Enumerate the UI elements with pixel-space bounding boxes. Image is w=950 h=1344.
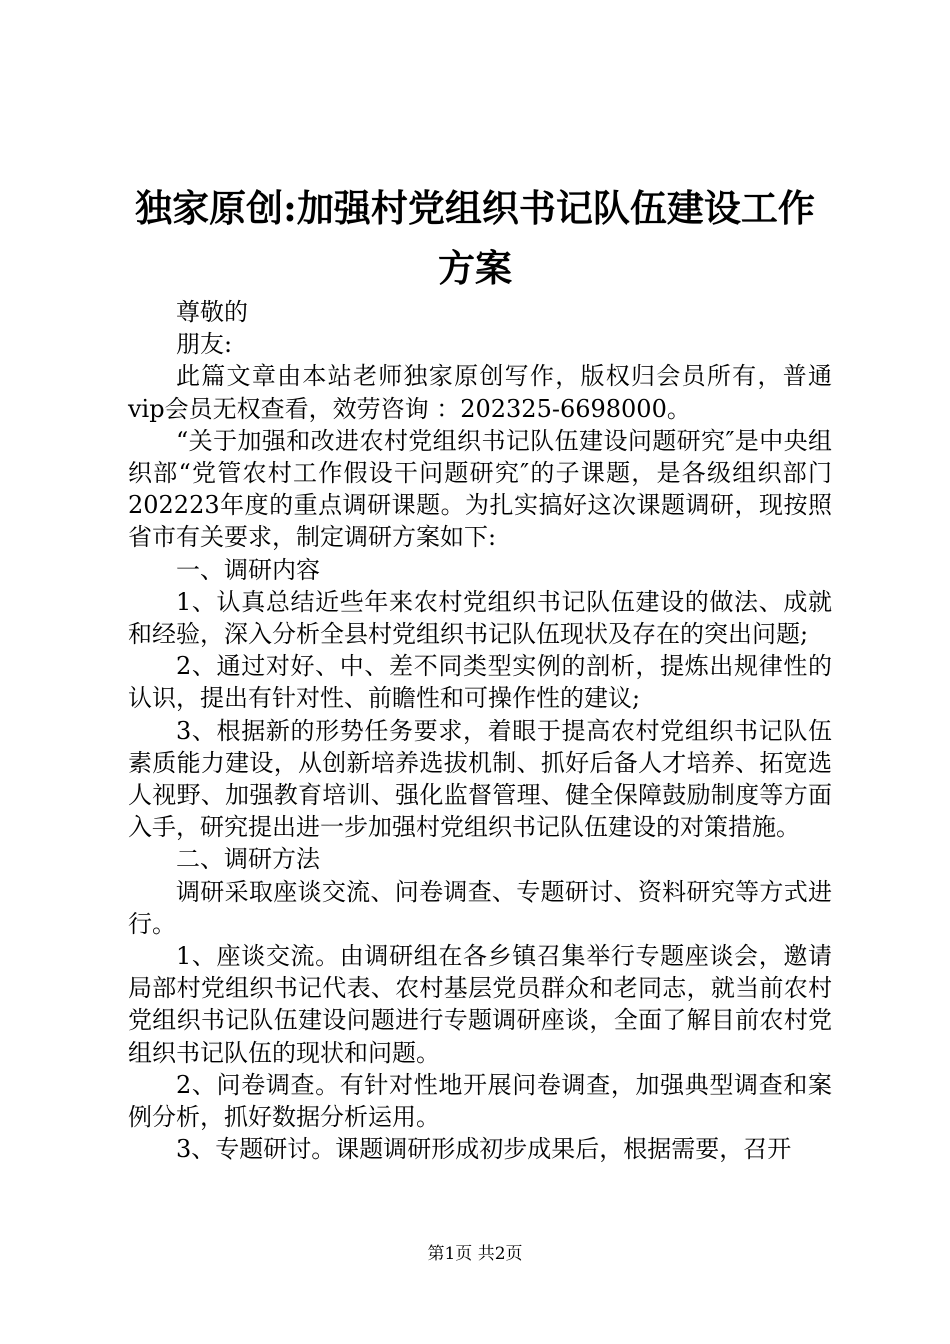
method-item-3: 3、专题研讨。课题调研形成初步成果后，根据需要，召开 xyxy=(176,1135,792,1164)
greeting-line-1: 尊敬的 xyxy=(176,298,248,326)
content-item-2: 2、通过对好、中、差不同类型实例的剖析，提炼出规律性的认识，提出有针对性、前瞻性和可操作性的建议; xyxy=(128,652,832,713)
method-item-2: 2、问卷调查。有针对性地开展问卷调查，加强典型调查和案例分析，抓好数据分析运用。 xyxy=(128,1070,832,1132)
content-item-1: 1、认真总结近些年来农村党组织书记队伍建设的做法、成就和经验，深入分析全县村党组织书记队伍现状及存在的突出问题; xyxy=(128,587,832,649)
method-item-1: 1、座谈交流。由调研组在各乡镇召集举行专题座谈会，邀请局部村党组织书记代表、农村基层党员群众和老同志，就当前农村党组织书记队伍建设问题进行专题调研座谈，全面了解目前农村党组织书记队伍的现状和问题。 xyxy=(128,942,832,1067)
intro-paragraph: “关于加强和改进农村党组织书记队伍建设问题研究″是中央组织部“党管农村工作假设干问题研究″的子课题，是各级组织部门202223年度的重点调研课题。为扎实搞好这次课题调研，现按照省市有关要求，制定调研方案如下: xyxy=(128,426,832,552)
greeting-line-2: 朋友: xyxy=(176,330,233,359)
method-intro: 调研采取座谈交流、问卷调查、专题研讨、资料研究等方式进行。 xyxy=(128,877,832,938)
content-item-3: 3、根据新的形势任务要求，着眼于提高农村党组织书记队伍素质能力建设，从创新培养选拔机制、抓好后备人才培养、拓宽选人视野、加强教育培训、强化监督管理、健全保障鼓励制度等方面入手，研究提出进一步加强村党组织书记队伍建设的对策措施。 xyxy=(128,716,832,842)
document-body xyxy=(128,296,832,1165)
copyright-notice: 此篇文章由本站老师独家原创写作，版权归会员所有，普通vip会员无权查看，效劳咨询 ：202325-6698000。 xyxy=(128,362,832,423)
section-heading-content: 一、调研内容 xyxy=(176,555,320,584)
section-heading-method: 二、调研方法 xyxy=(176,845,320,874)
document-title: 独家原创:加强村党组织书记队伍建设工作方案 xyxy=(135,186,815,290)
page-footer: 第1页 共2页 xyxy=(427,1244,523,1264)
